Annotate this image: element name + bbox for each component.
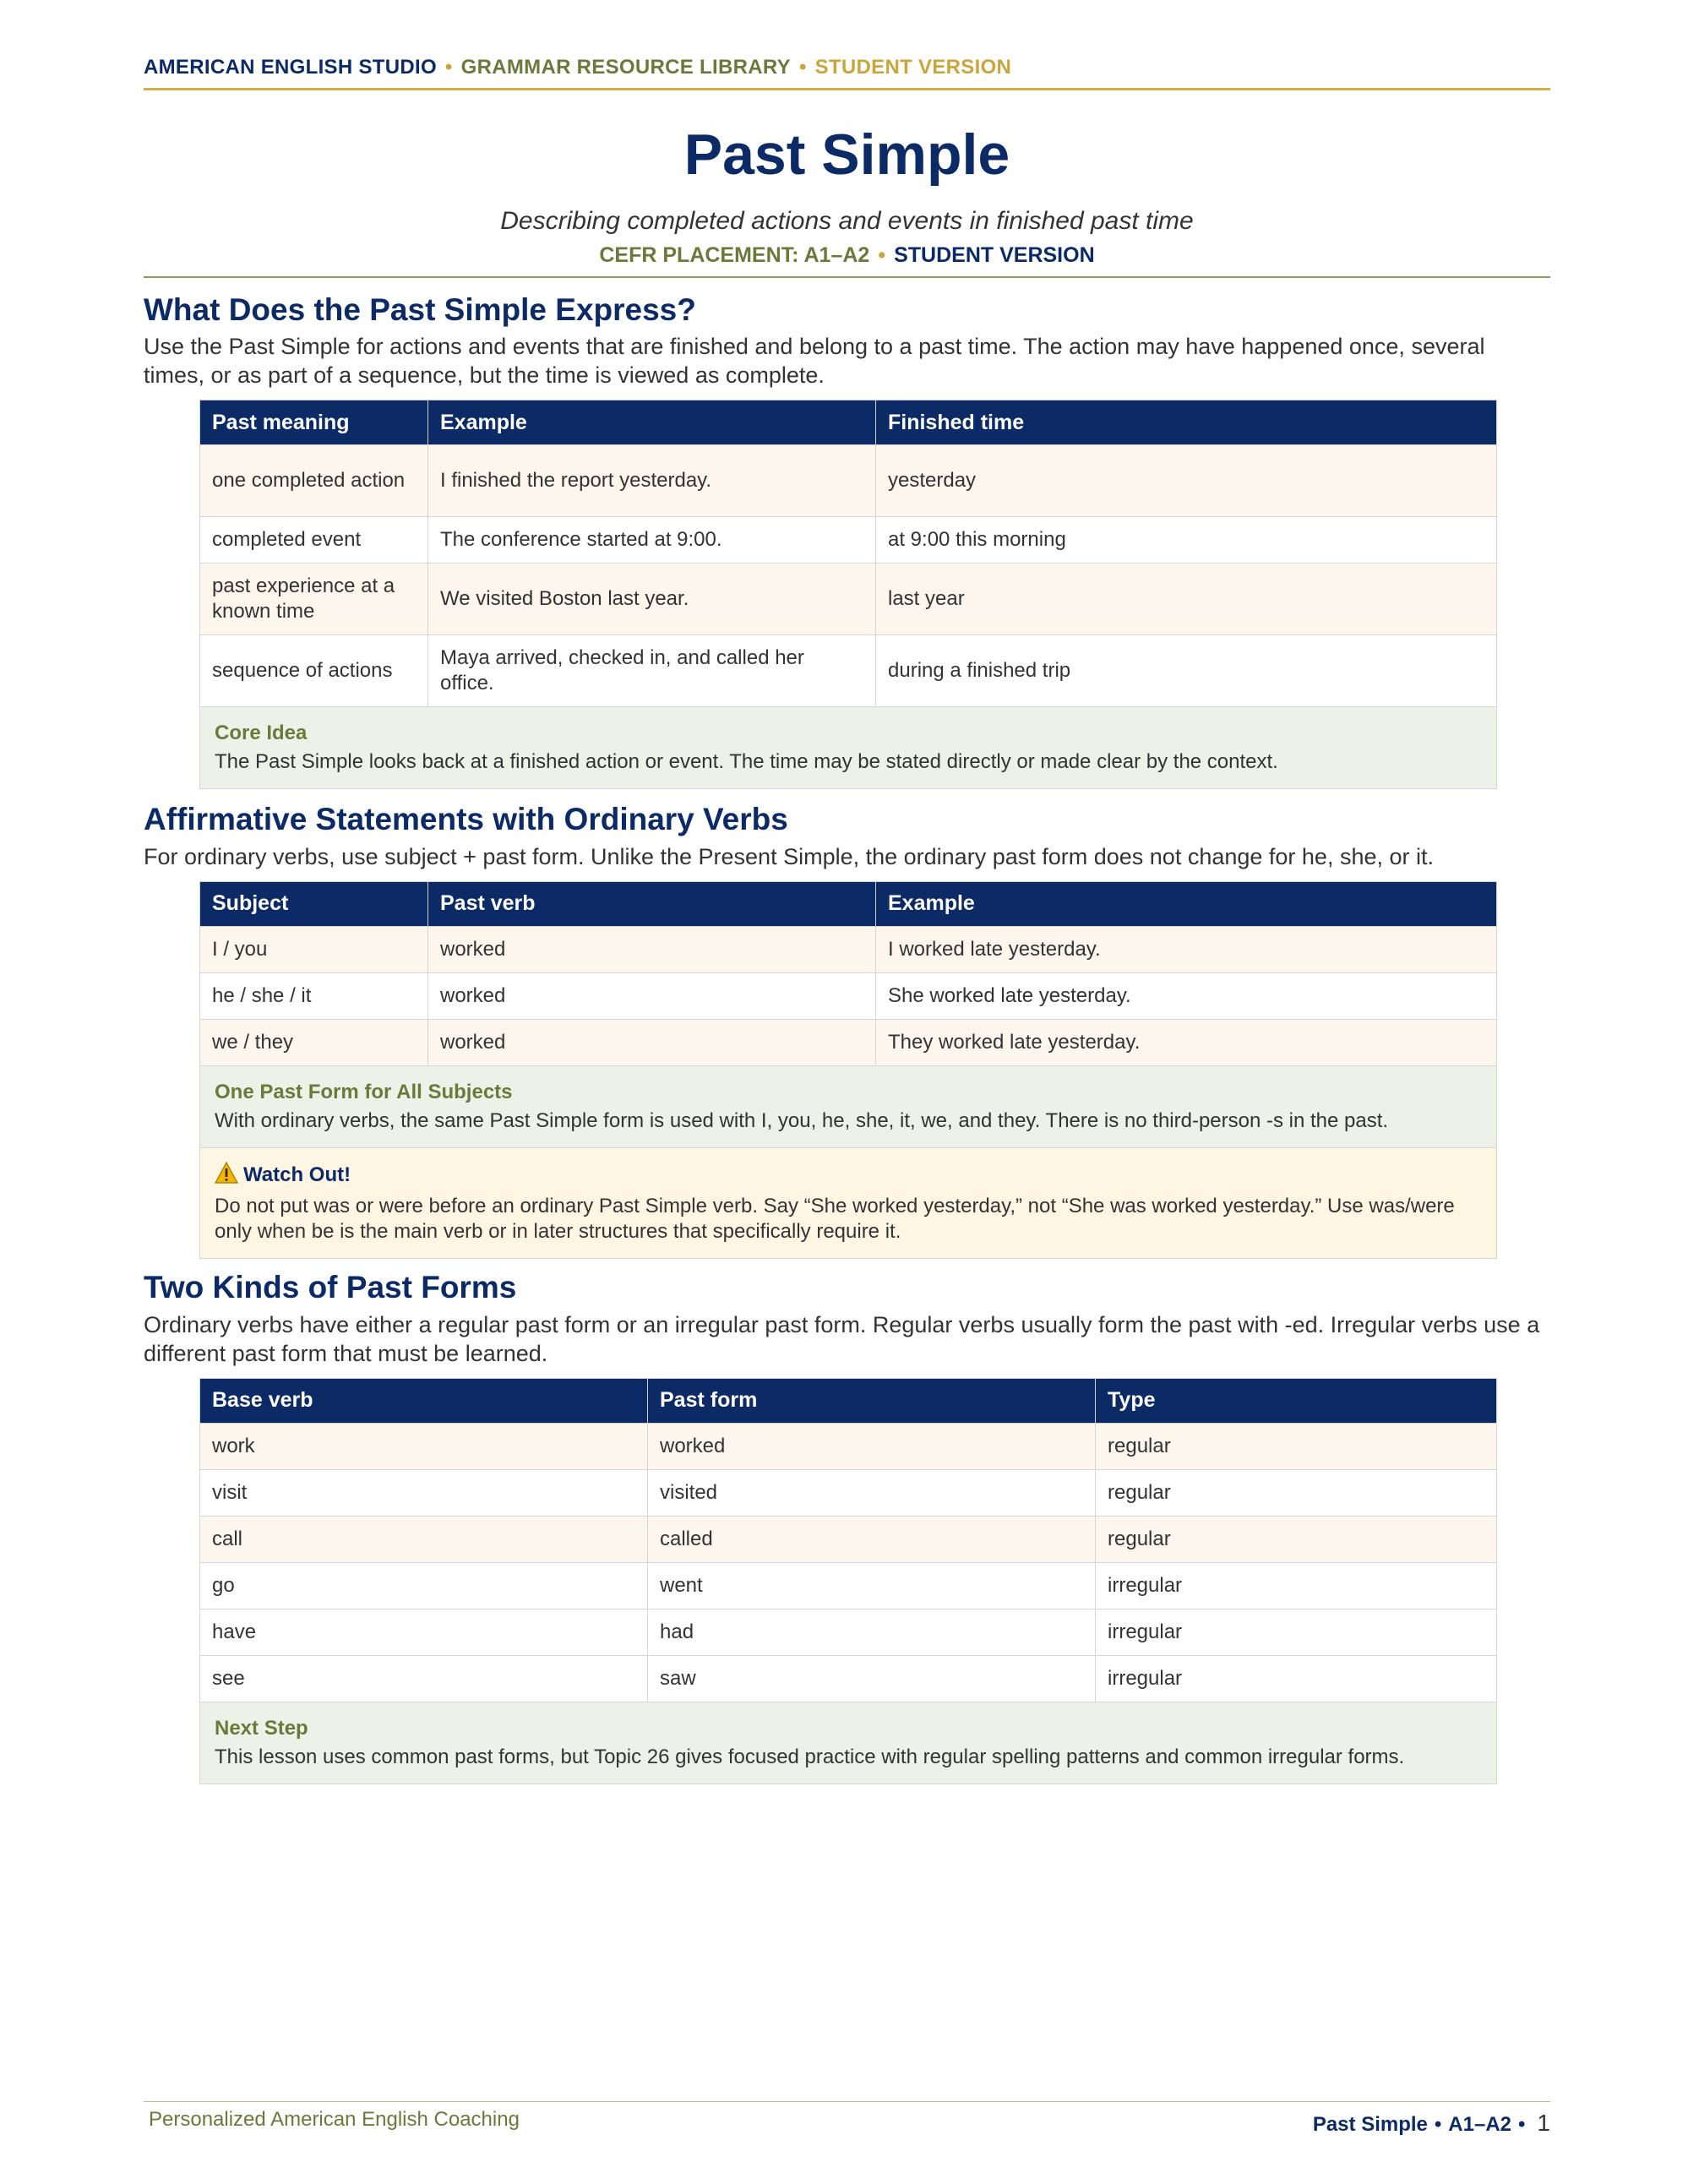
note-text: This lesson uses common past forms, but Topic 26 gives focused practice with regular spelling patterns and common irregular forms.	[215, 1745, 1405, 1768]
table-cell: we / they	[200, 1019, 428, 1065]
section-intro: Ordinary verbs have either a regular past form or an irregular past form. Regular verbs usually form the past with -ed. Irregular verbs use a different past form that must be learned.	[144, 1311, 1540, 1366]
cefr-separator: •	[878, 242, 886, 267]
note-title: Core Idea	[215, 722, 308, 745]
page	[144, 0, 1550, 1784]
column-header: Past verb	[428, 881, 876, 926]
column-header: Past meaning	[200, 400, 428, 445]
page-subtitle: Describing completed actions and events in finished past time	[500, 207, 1194, 235]
table-cell: have	[200, 1609, 648, 1655]
table-cell: visit	[200, 1469, 648, 1516]
table-cell: irregular	[1096, 1562, 1497, 1609]
table-cell: one completed action	[200, 445, 428, 517]
footer-page-info	[1313, 2110, 1550, 2137]
header-version: STUDENT VERSION	[814, 56, 1012, 79]
table-cell: worked	[428, 1019, 876, 1065]
table-cell: yesterday	[876, 445, 1497, 517]
column-header: Subject	[200, 881, 428, 926]
table-cell: regular	[1096, 1516, 1497, 1562]
table-row	[200, 972, 1497, 1019]
table-row	[200, 1019, 1497, 1065]
table-cell: he / she / it	[200, 972, 428, 1019]
note-title: One Past Form for All Subjects	[215, 1080, 513, 1103]
column-header: Past form	[648, 1378, 1096, 1423]
footer-level: A1–A2	[1448, 2113, 1512, 2136]
section-past-forms	[144, 1271, 1550, 1784]
note-text: The Past Simple looks back at a finished action or event. The time may be stated directly or made clear by the context.	[215, 750, 1278, 774]
table-header-row	[200, 1378, 1497, 1423]
footer-separator: •	[1434, 2113, 1442, 2136]
column-header: Type	[1096, 1378, 1497, 1423]
table-cell: sequence of actions	[200, 635, 428, 707]
section-intro: Use the Past Simple for actions and events that are finished and belong to a past time. The action may have happened once, several times, or as part of a sequence, but the time is viewed as complete.	[144, 334, 1485, 389]
table-row	[200, 1423, 1497, 1469]
table-cell: irregular	[1096, 1655, 1497, 1702]
table-cell: She worked late yesterday.	[876, 972, 1497, 1019]
page-footer	[144, 2101, 1550, 2136]
page-title: Past Simple	[683, 123, 1010, 187]
table-cell: called	[648, 1516, 1096, 1562]
table-cell: worked	[428, 926, 876, 972]
section-heading: Two Kinds of Past Forms	[144, 1269, 517, 1304]
column-header: Finished time	[876, 400, 1497, 445]
table-cell: The conference started at 9:00.	[428, 517, 876, 564]
footer-separator: •	[1518, 2113, 1526, 2136]
table-cell: irregular	[1096, 1609, 1497, 1655]
table-cell: went	[648, 1562, 1096, 1609]
section-heading: What Does the Past Simple Express?	[144, 291, 696, 327]
table-row	[200, 1609, 1497, 1655]
table-cell: visited	[648, 1469, 1096, 1516]
title-divider	[144, 276, 1550, 278]
header-divider	[144, 88, 1550, 90]
note-text: With ordinary verbs, the same Past Simple form is used with I, you, he, she, it, we, and they. There is no third-person -s in the past.	[215, 1108, 1389, 1132]
table-header-row	[200, 881, 1497, 926]
table-header-row	[200, 400, 1497, 445]
table-cell: had	[648, 1609, 1096, 1655]
header-library: GRAMMAR RESOURCE LIBRARY	[460, 56, 791, 79]
watch-out-note	[199, 1148, 1497, 1259]
table-cell: during a finished trip	[876, 635, 1497, 707]
table-cell: past experience at a known time	[200, 564, 428, 635]
core-idea-note	[199, 707, 1497, 789]
section-affirmative	[144, 803, 1550, 1259]
page-number: 1	[1537, 2110, 1550, 2136]
table-cell: see	[200, 1655, 648, 1702]
table-cell: at 9:00 this morning	[876, 517, 1497, 564]
column-header: Example	[876, 881, 1497, 926]
table-row	[200, 445, 1497, 517]
table-cell: I worked late yesterday.	[876, 926, 1497, 972]
table-cell: I / you	[200, 926, 428, 972]
affirmative-table	[199, 881, 1497, 1066]
header-brand: AMERICAN ENGLISH STUDIO	[144, 56, 437, 79]
table-row	[200, 635, 1497, 707]
table-cell: regular	[1096, 1469, 1497, 1516]
footer-topic: Past Simple	[1312, 2113, 1428, 2136]
table-cell: go	[200, 1562, 648, 1609]
table-row	[200, 517, 1497, 564]
table-row	[200, 926, 1497, 972]
header-separator: •	[798, 56, 807, 79]
warning-title: Watch Out!	[243, 1163, 351, 1186]
next-step-note	[199, 1702, 1497, 1784]
section-meaning	[144, 293, 1550, 790]
table-cell: regular	[1096, 1423, 1497, 1469]
table-row	[200, 1469, 1497, 1516]
section-heading: Affirmative Statements with Ordinary Verbs	[144, 802, 788, 837]
warning-title-row	[215, 1162, 1482, 1190]
warning-text: Do not put was or were before an ordinary Past Simple verb. Say “She worked yesterday,” not “She was worked yesterday.” Use was/were only when be is the main verb or in later structures that specifically require it.	[215, 1194, 1455, 1243]
table-row	[200, 1655, 1497, 1702]
title-block	[144, 123, 1550, 268]
table-cell: They worked late yesterday.	[876, 1019, 1497, 1065]
cefr-placement	[144, 243, 1550, 268]
table-cell: We visited Boston last year.	[428, 564, 876, 635]
one-past-form-note	[199, 1066, 1497, 1148]
table-cell: saw	[648, 1655, 1096, 1702]
table-cell: worked	[428, 972, 876, 1019]
document-header	[144, 0, 1550, 79]
table-row	[200, 1562, 1497, 1609]
footer-tagline: Personalized American English Coaching	[149, 2108, 520, 2131]
cefr-version: STUDENT VERSION	[894, 242, 1095, 267]
column-header: Example	[428, 400, 876, 445]
section-intro: For ordinary verbs, use subject + past form. Unlike the Present Simple, the ordinary past form does not change for he, she, or it.	[144, 843, 1434, 869]
table-cell: last year	[876, 564, 1497, 635]
meaning-table	[199, 400, 1497, 707]
table-row	[200, 1516, 1497, 1562]
warning-triangle-icon	[215, 1162, 238, 1190]
cefr-level: CEFR PLACEMENT: A1–A2	[599, 242, 870, 267]
footer-divider	[144, 2101, 1550, 2102]
past-forms-table	[199, 1378, 1497, 1702]
table-cell: completed event	[200, 517, 428, 564]
table-cell: Maya arrived, checked in, and called her office.	[428, 635, 876, 707]
header-separator: •	[444, 56, 453, 79]
column-header: Base verb	[200, 1378, 648, 1423]
table-cell: call	[200, 1516, 648, 1562]
table-cell: work	[200, 1423, 648, 1469]
note-title: Next Step	[215, 1716, 308, 1740]
table-cell: I finished the report yesterday.	[428, 445, 876, 517]
table-row	[200, 564, 1497, 635]
table-cell: worked	[648, 1423, 1096, 1469]
